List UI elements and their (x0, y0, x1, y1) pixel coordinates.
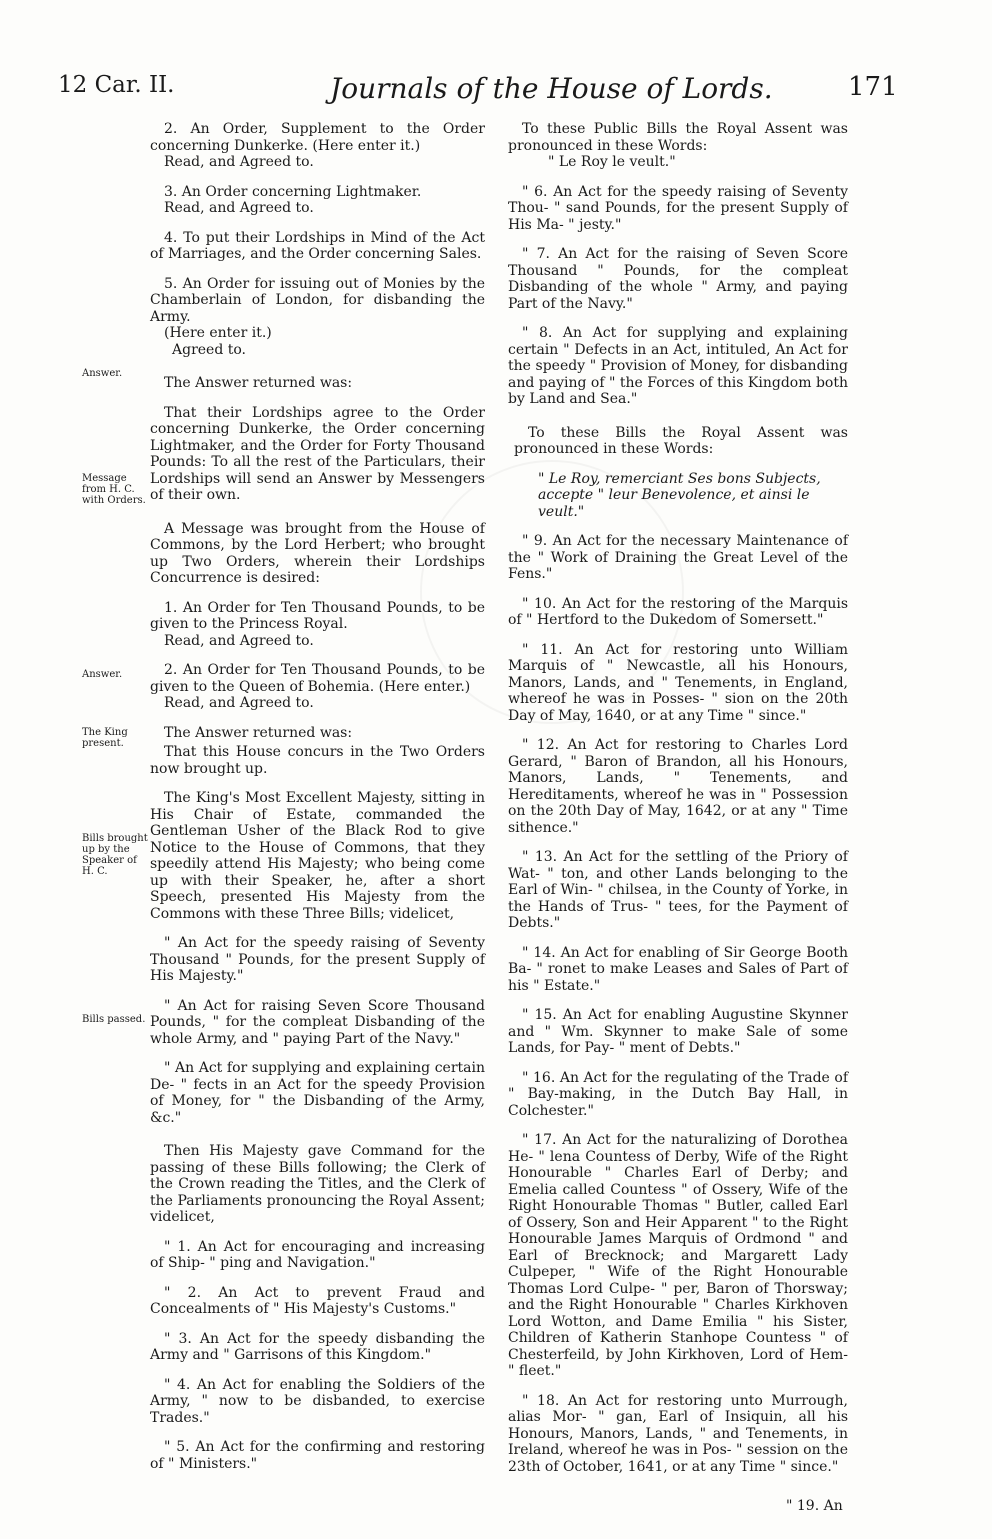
paragraph: Read, and Agreed to. (164, 154, 314, 170)
paragraph: " 12. An Act for restoring to Charles Lord Gerard, " Baron of Brandon, all his Honours, Manors, Lands, " Tenements, and Hereditaments, whereof he was in " Possession on the 20th Day of May, 1642, or at any " Time sithence." (508, 737, 848, 836)
paragraph: (Here enter it.) (164, 325, 272, 341)
paragraph: " 5. An Act for the confirming and restoring of " Ministers." (150, 1439, 485, 1472)
paragraph: Read, and Agreed to. (164, 632, 314, 649)
paragraph: " 3. An Act for the speedy disbanding the Army and " Garrisons of this Kingdom." (150, 1330, 485, 1363)
paragraph: " 6. An Act for the speedy raising of Seventy Thou- " sand Pounds, for the present Supply of His Ma- " jesty." (508, 183, 848, 233)
paragraph: " 10. An Act for the restoring of the Marquis of " Hertford to the Dukedom of Somersett." (508, 595, 848, 628)
paragraph: " 1. An Act for encouraging and increasing of Ship- " ping and Navigation." (150, 1238, 485, 1271)
paragraph: " Le Roy, remerciant Ses bons Subjects, accepte " leur Benevolence, et ainsi le veult." (538, 470, 821, 520)
paragraph: That their Lordships agree to the Order concerning Dunkerke, the Order concerning Lightmaker, and the Order for Forty Thousand Pounds: To all the rest of the Particulars, their Lordships will send an Answer by Messengers of their own. (150, 404, 485, 503)
margin-note-king-present: The King present. (82, 727, 128, 749)
margin-note-message: Message from H. C. with Orders. (82, 473, 146, 506)
right-column (508, 121, 848, 1488)
paragraph: 2. An Order, Supplement to the Order concerning Dunkerke. (Here enter it.) (150, 121, 485, 154)
catchword: " 19. An (786, 1498, 843, 1514)
regnal-year: 12 Car. II. (58, 72, 175, 98)
paragraph: " 4. An Act for enabling the Soldiers of the Army, " now to be disbanded, to exercise Trades." (150, 1376, 485, 1426)
paragraph: " 9. An Act for the necessary Maintenance of the " Work of Draining the Great Level of the Fens." (508, 533, 848, 582)
paragraph: " 13. An Act for the settling of the Priory of Wat- " ton, and other Lands belonging to the Earl of Win- " chilsea, in the County of Yorke, in the Hands of Trus- " tees, for the Payment of Debts." (508, 849, 848, 931)
paragraph: " 7. An Act for the raising of Seven Score Thousand " Pounds, for the compleat Disbanding of the whole " Army, and paying Part of the Navy." (508, 246, 848, 312)
paragraph: The Answer returned was: (164, 375, 353, 391)
page-number: 171 (848, 72, 898, 102)
paragraph: " 15. An Act for enabling Augustine Skynner and " Wm. Skynner to make Sale of some Lands, for Pay- " ment of Debts." (508, 1007, 848, 1056)
paragraph: " 8. An Act for supplying and explaining certain " Defects in an Act, intituled, An Act for the speedy " Provision of Money, for disbanding and paying of " the Forces of this Kingdom both by Land and Sea." (508, 325, 848, 407)
paragraph: 2. An Order for Ten Thousand Pounds, to be given to the Queen of Bohemia. (Here enter.) (150, 662, 485, 695)
margin-note-bills-passed: Bills passed. (82, 1014, 146, 1025)
paragraph: To these Public Bills the Royal Assent was pronounced in these Words: (508, 121, 848, 154)
paragraph: " An Act for raising Seven Score Thousand Pounds, " for the compleat Disbanding of the whole Army, and " paying Part of the Navy." (150, 997, 485, 1047)
paragraph: To these Bills the Royal Assent was pronounced in these Words: (514, 424, 848, 457)
paragraph: Then His Majesty gave Command for the passing of these Bills following; the Clerk of the Crown reading the Titles, and the Clerk of the Parliaments pronouncing the Royal Assent; videlicet, (150, 1143, 485, 1225)
paragraph: " 18. An Act for restoring unto Murrough, alias Mor- " gan, Earl of Insiquin, all his Honours, Manors, Lands, " and Tenements, in Ireland, whereof he was in Pos- " session on the 23th of October, 1641, or at any Time " since." (508, 1392, 848, 1475)
paragraph: " 16. An Act for the regulating of the Trade of " Bay-making, in the Dutch Bay Hall, in Colchester." (508, 1069, 848, 1119)
paragraph: That this House concurs in the Two Orders now brought up. (150, 744, 485, 777)
paragraph: Read, and Agreed to. (164, 695, 314, 711)
paragraph: " 17. An Act for the naturalizing of Dorothea He- " lena Countess of Derby, Wife of the Right Honourable " Charles Earl of Derby; and Emelia called Countess " of Ossery, Wife of the Right Honourable Thomas " Butler, called Earl of Ossery, Son and Heir Apparent " to the Right Honourable James Marquis of Ordmond " and Earl of Brecknock; and Margarett Lady Culpeper, " Wife of the Right Honourable Thomas Lord Culpe- " per, Baron of Thorsway; and the Right Honourable " Charles Kirkhoven Lord Wotton, and Dame Emilia " his Sister, Children of Katherin Stanhope Countess " of Chesterfeild, by John Kirkhoven, Lord of Hem- " fleet." (508, 1132, 848, 1379)
paragraph: 4. To put their Lordships in Mind of the Act of Marriages, and the Order concerning Sales. (150, 229, 485, 262)
paragraph: " Le Roy le veult." (548, 154, 676, 170)
paragraph: 3. An Order concerning Lightmaker. (164, 183, 422, 200)
paragraph: The Answer returned was: (164, 724, 353, 741)
running-title: Journals of the House of Lords. (330, 72, 773, 105)
margin-note-bills-brought: Bills brought up by the Speaker of H. C. (82, 833, 148, 877)
paragraph: 5. An Order for issuing out of Monies by the Chamberlain of London, for disbanding the Army. (150, 275, 485, 325)
paragraph: " An Act for supplying and explaining certain De- " fects in an Act for the speedy Provision of Money, for " the Disbanding of the Army, &c." (150, 1060, 485, 1126)
paragraph: Agreed to. (172, 341, 247, 358)
paragraph: " 14. An Act for enabling of Sir George Booth Ba- " ronet to make Leases and Sales of Part of his " Estate." (508, 944, 848, 994)
paragraph: The King's Most Excellent Majesty, sitting in His Chair of Estate, commanded the Gentleman Usher of the Black Rod to give Notice to the House of Commons, that they speedily attend His Majesty; who being come up with their Speaker, he, after a short Speech, presented His Majesty from the Commons with these Three Bills; videlicet, (150, 790, 485, 922)
paragraph: " An Act for the speedy raising of Seventy Thousand " Pounds, for the present Supply of His Majesty." (150, 935, 485, 984)
left-column (150, 121, 485, 1485)
page-header (0, 72, 992, 112)
margin-note-answer-2: Answer. (82, 669, 123, 680)
paragraph: " 11. An Act for restoring unto William Marquis of " Newcastle, all his Honours, Manors, Lands, and " Tenements, in England, whereof he was in Posses- " sion on the 20th Day of May, 1640, or at any Time " since." (508, 641, 848, 724)
paragraph: A Message was brought from the House of Commons, by the Lord Herbert; who brought up Two Orders, wherein their Lordships Concurrence is desired: (150, 520, 485, 586)
paragraph: 1. An Order for Ten Thousand Pounds, to be given to the Princess Royal. (150, 599, 485, 632)
paragraph: " 2. An Act to prevent Fraud and Concealments of " His Majesty's Customs." (150, 1284, 485, 1317)
margin-note-answer: Answer. (82, 368, 123, 379)
paragraph: Read, and Agreed to. (164, 200, 314, 216)
